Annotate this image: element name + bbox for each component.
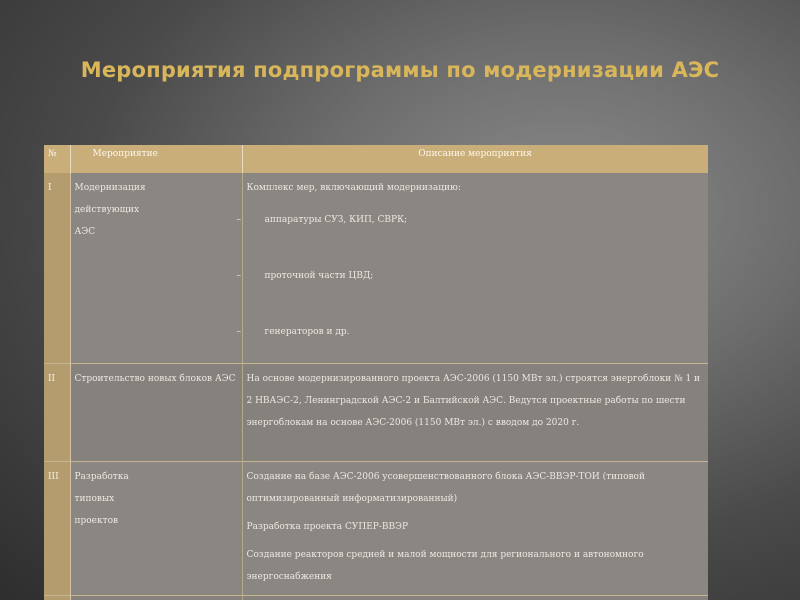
event-line: типовых [74, 493, 115, 504]
row-description [242, 595, 708, 600]
slide-title: Мероприятия подпрограммы по модернизации АЭС [80, 58, 720, 82]
event-line: Разработка [74, 471, 129, 482]
header-num: № [44, 145, 70, 173]
description-paragraph: Разработка проекта СУПЕР-ВВЭР [246, 521, 409, 532]
table-row [44, 461, 708, 595]
row-number: I [44, 173, 70, 363]
event-line: Строительство новых блоков АЭС [74, 373, 236, 384]
event-line: проектов [74, 515, 119, 526]
row-description [242, 461, 708, 595]
event-line: АЭС [74, 227, 96, 237]
row-number [44, 595, 70, 600]
description-text: На основе модернизированного проекта АЭС-2006 (1150 МВт эл.) строятся энергоблоки № 1 и 2 НВАЭС-2, Ленинградской АЭС-2 и Балтийской АЭС. Ведутся проектные работы по шести энергоблокам на основе АЭС-2006 (1150 МВт эл.) с вводом до 2020 г. [246, 373, 701, 428]
event-line: Модернизация [74, 183, 146, 193]
row-number: III [44, 461, 70, 595]
dash-bullet-icon: – [236, 271, 241, 281]
dash-bullet-icon: – [236, 215, 241, 225]
row-event [70, 363, 242, 461]
row-event [70, 595, 242, 600]
bullet-text: генераторов и др. [264, 327, 350, 337]
events-table-wrapper [44, 145, 708, 600]
description-paragraph: Создание на базе АЭС-2006 усовершенствованного блока АЭС-ВВЭР-ТОИ (типовой оптимизированный информатизированный) [246, 471, 645, 504]
row-event [70, 173, 242, 363]
events-table [44, 145, 708, 600]
description-paragraph: Создание реакторов средней и малой мощности для регионального и автономного энергоснабжения [246, 549, 644, 582]
header-description: Описание мероприятия [242, 145, 708, 173]
bullet-item [236, 209, 704, 231]
bullet-item [236, 321, 704, 343]
event-line: действующих [74, 205, 140, 215]
row-description [236, 173, 708, 363]
bullet-text: проточной части ЦВД; [264, 271, 374, 281]
table-header-row [44, 145, 708, 173]
row-event [70, 461, 242, 595]
description-intro: Комплекс мер, включающий модернизацию: [246, 183, 461, 193]
row-description [242, 363, 708, 461]
table-row-partial [44, 595, 708, 600]
row-number: II [44, 363, 70, 461]
table-row [44, 173, 708, 363]
table-row [44, 363, 708, 461]
bullet-text: аппаратуры СУЗ, КИП, СВРК; [264, 215, 408, 225]
header-event: Мероприятие [70, 145, 242, 173]
dash-bullet-icon: – [236, 327, 241, 337]
bullet-item [236, 265, 704, 287]
